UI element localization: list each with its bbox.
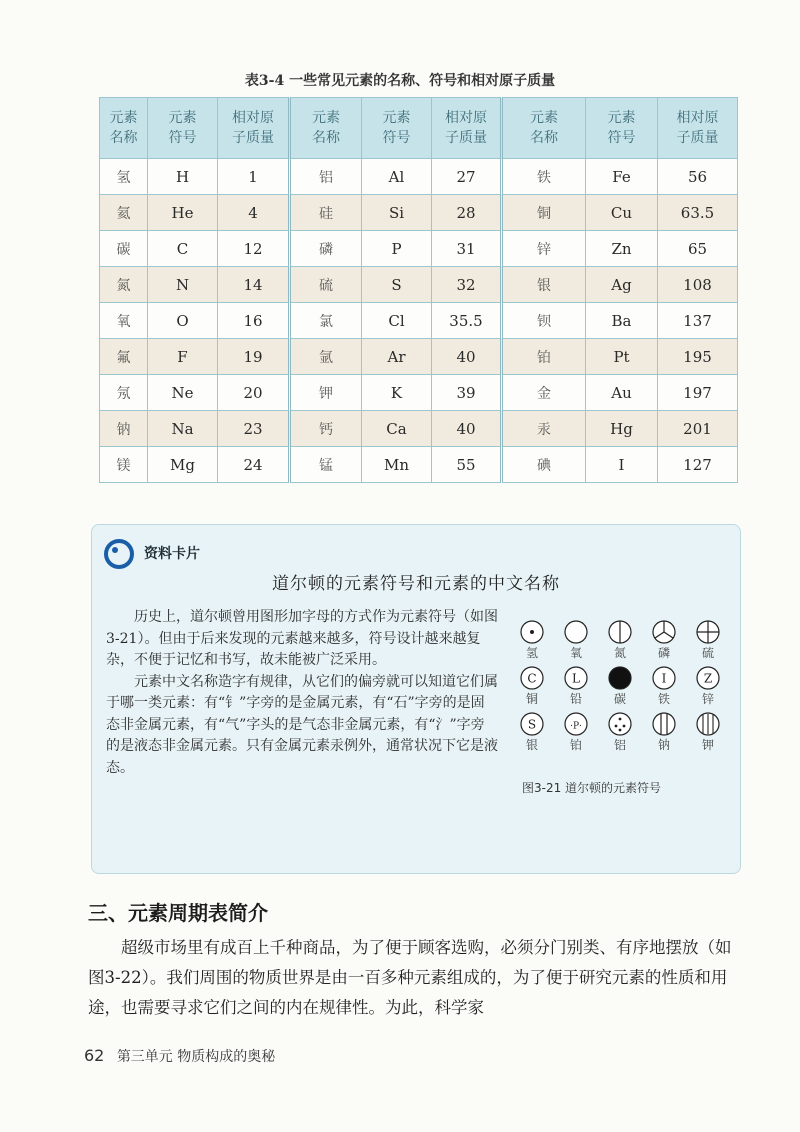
table-cell: 磷: [290, 231, 362, 267]
table-cell: Fe: [586, 159, 658, 195]
dalton-symbol: [688, 711, 728, 752]
dalton-symbol-icon: [519, 711, 545, 737]
table-cell: Ag: [586, 267, 658, 303]
table-cell: 铜: [502, 195, 586, 231]
table-cell: I: [586, 447, 658, 483]
table-cell: 19: [218, 339, 290, 375]
table-cell: 28: [432, 195, 502, 231]
dalton-symbol-icon: [695, 711, 721, 737]
table-cell: 40: [432, 411, 502, 447]
dalton-symbol-label: 铜: [525, 692, 538, 706]
dalton-symbol-icon: [651, 665, 677, 691]
dalton-symbol-icon: [519, 619, 545, 645]
table-cell: 4: [218, 195, 290, 231]
dalton-symbol: [512, 619, 552, 660]
table-cell: O: [148, 303, 218, 339]
table-cell: 201: [658, 411, 738, 447]
table-cell: N: [148, 267, 218, 303]
table-row: [100, 303, 738, 339]
table-cell: Hg: [586, 411, 658, 447]
table-cell: 钠: [100, 411, 148, 447]
section-body: [88, 933, 740, 1023]
table-cell: 氧: [100, 303, 148, 339]
table-cell: Ba: [586, 303, 658, 339]
dalton-symbol-letter: C: [527, 671, 537, 686]
table-cell: 铝: [290, 159, 362, 195]
dalton-symbol: [512, 711, 552, 752]
table-cell: 银: [502, 267, 586, 303]
table-cell: H: [148, 159, 218, 195]
table-header-cell: 相对原 子质量: [658, 98, 738, 159]
dalton-symbol-label: 铅: [569, 692, 582, 706]
dalton-symbol-label: 钾: [701, 738, 714, 752]
table-row: [100, 231, 738, 267]
table-cell: 56: [658, 159, 738, 195]
table-cell: 39: [432, 375, 502, 411]
table-cell: 27: [432, 159, 502, 195]
dalton-symbol-icon: [651, 619, 677, 645]
info-card-title: 道尔顿的元素符号和元素的中文名称: [272, 574, 560, 594]
table-cell: Pt: [586, 339, 658, 375]
table-cell: 汞: [502, 411, 586, 447]
info-card-text: [106, 607, 498, 779]
info-card-paragraph-1: 历史上，道尔顿曾用图形加字母的方式作为元素符号（如图3-21）。但由于后来发现的元素越来越多，符号设计越来越复杂，不便于记忆和书写，故未能被广泛采用。: [106, 609, 498, 668]
table-cell: 铂: [502, 339, 586, 375]
table-cell: K: [362, 375, 432, 411]
table-cell: 氢: [100, 159, 148, 195]
dalton-symbol: [556, 711, 596, 752]
table-row: [100, 159, 738, 195]
table-header-cell: 元素 名称: [502, 98, 586, 159]
dalton-symbol-label: 氧: [569, 646, 582, 660]
dalton-symbol-label: 磷: [657, 646, 670, 660]
dalton-symbol-icon: [607, 665, 633, 691]
info-card: [91, 524, 741, 874]
table-row: [100, 375, 738, 411]
dalton-symbol-icon: [651, 711, 677, 737]
table-row: [100, 267, 738, 303]
table-cell: 硅: [290, 195, 362, 231]
table-cell: 137: [658, 303, 738, 339]
table-header-cell: 元素 符号: [362, 98, 432, 159]
element-table: [99, 97, 738, 483]
table-row: [100, 411, 738, 447]
table-cell: P: [362, 231, 432, 267]
table-cell: 氦: [100, 195, 148, 231]
dalton-symbol-label: 铁: [657, 692, 670, 706]
table-cell: 氮: [100, 267, 148, 303]
dalton-symbol-icon: [563, 619, 589, 645]
info-card-logo-icon: [104, 539, 134, 569]
table-cell: Mn: [362, 447, 432, 483]
table-cell: Ne: [148, 375, 218, 411]
dalton-symbol-letter: I: [661, 671, 667, 686]
table-cell: Ar: [362, 339, 432, 375]
table-cell: 20: [218, 375, 290, 411]
table-cell: F: [148, 339, 218, 375]
table-cell: Zn: [586, 231, 658, 267]
table-cell: 钙: [290, 411, 362, 447]
table-cell: 碘: [502, 447, 586, 483]
table-cell: 1: [218, 159, 290, 195]
info-card-paragraph-2: 元素中文名称造字有规律，从它们的偏旁就可以知道它们属于哪一类元素：有“钅”字旁的是金属元素，有“石”字旁的是固态非金属元素，有“气”字头的是气态非金属元素，有“氵”字旁的是液态非金属元素。只有金属元素汞例外，通常状况下它是液态。: [106, 673, 498, 776]
dalton-symbol: [556, 665, 596, 706]
dalton-symbol: [644, 665, 684, 706]
dalton-symbol: [600, 619, 640, 660]
table-cell: 氟: [100, 339, 148, 375]
table-cell: 24: [218, 447, 290, 483]
table-header-cell: 相对原 子质量: [432, 98, 502, 159]
table-caption: 表3-4 一些常见元素的名称、符号和相对原子质量: [244, 73, 556, 89]
dalton-symbol: [600, 711, 640, 752]
dalton-symbol: [644, 619, 684, 660]
dalton-symbol-label: 氮: [613, 646, 626, 660]
table-cell: 127: [658, 447, 738, 483]
table-cell: S: [362, 267, 432, 303]
dalton-symbol: [688, 665, 728, 706]
table-cell: 钡: [502, 303, 586, 339]
dalton-symbol: [644, 711, 684, 752]
table-cell: 108: [658, 267, 738, 303]
table-cell: 氩: [290, 339, 362, 375]
table-cell: 锌: [502, 231, 586, 267]
table-cell: Mg: [148, 447, 218, 483]
dalton-symbol-label: 氢: [525, 646, 538, 660]
dalton-symbol: [600, 665, 640, 706]
dalton-symbol: [556, 619, 596, 660]
table-cell: 63.5: [658, 195, 738, 231]
table-cell: 锰: [290, 447, 362, 483]
dalton-symbol-letter: S: [527, 717, 537, 732]
table-header-cell: 元素 名称: [100, 98, 148, 159]
table-cell: Au: [586, 375, 658, 411]
dalton-symbol-letter: L: [572, 671, 580, 686]
table-cell: 14: [218, 267, 290, 303]
table-cell: 金: [502, 375, 586, 411]
dalton-symbol-icon: [519, 665, 545, 691]
dalton-symbol-label: 碳: [613, 692, 626, 706]
table-row: [100, 195, 738, 231]
table-cell: Al: [362, 159, 432, 195]
dalton-symbol: [688, 619, 728, 660]
dalton-symbol-label: 铂: [569, 738, 582, 752]
table-header-cell: 元素 名称: [290, 98, 362, 159]
dalton-symbol-label: 硫: [701, 646, 714, 660]
table-cell: 16: [218, 303, 290, 339]
dalton-symbol-icon: [695, 619, 721, 645]
table-cell: Na: [148, 411, 218, 447]
dalton-symbol-icon: [607, 619, 633, 645]
table-cell: 镁: [100, 447, 148, 483]
table-row: [100, 447, 738, 483]
table-cell: 197: [658, 375, 738, 411]
dalton-symbol: [512, 665, 552, 706]
table-cell: 硫: [290, 267, 362, 303]
figure-caption: 图3-21 道尔顿的元素符号: [522, 781, 662, 795]
table-cell: 55: [432, 447, 502, 483]
page-footer: [84, 1046, 275, 1066]
table-cell: 氯: [290, 303, 362, 339]
table-cell: 钾: [290, 375, 362, 411]
dalton-symbol-icon: [563, 711, 589, 737]
table-body: [100, 159, 738, 483]
unit-title: 第三单元 物质构成的奥秘: [116, 1049, 276, 1065]
table-cell: Cl: [362, 303, 432, 339]
dalton-symbol-label: 钠: [657, 738, 670, 752]
table-cell: 35.5: [432, 303, 502, 339]
table-cell: 12: [218, 231, 290, 267]
dalton-symbol-icon: [695, 665, 721, 691]
page-number: 62: [84, 1046, 105, 1065]
dalton-symbol-label: 铝: [613, 738, 626, 752]
table-cell: 23: [218, 411, 290, 447]
dalton-symbol-icon: [563, 665, 589, 691]
dalton-symbol-letter: ·P·: [570, 721, 582, 732]
dalton-symbol-label: 锌: [701, 692, 714, 706]
table-cell: 32: [432, 267, 502, 303]
table-cell: 铁: [502, 159, 586, 195]
section-paragraph: 超级市场里有成百上千种商品，为了便于顾客选购，必须分门别类、有序地摆放（如图3-22）。我们周围的物质世界是由一百多种元素组成的，为了便于研究元素的性质和用途，也需要寻求它们之间的内在规律性。为此，科学家: [88, 938, 732, 1017]
table-cell: C: [148, 231, 218, 267]
dalton-symbol-letter: Z: [703, 671, 713, 686]
table-cell: 氖: [100, 375, 148, 411]
table-cell: 65: [658, 231, 738, 267]
table-cell: 40: [432, 339, 502, 375]
table-cell: Si: [362, 195, 432, 231]
table-cell: Ca: [362, 411, 432, 447]
table-cell: Cu: [586, 195, 658, 231]
dalton-symbol-icon: [607, 711, 633, 737]
table-row: [100, 339, 738, 375]
section-title: 三、元素周期表简介: [88, 901, 268, 925]
table-cell: 195: [658, 339, 738, 375]
table-cell: He: [148, 195, 218, 231]
table-cell: 31: [432, 231, 502, 267]
table-header-cell: 元素 符号: [586, 98, 658, 159]
table-cell: 碳: [100, 231, 148, 267]
dalton-symbol-label: 银: [525, 738, 538, 752]
table-header-cell: 相对原 子质量: [218, 98, 290, 159]
table-header-cell: 元素 符号: [148, 98, 218, 159]
info-card-tag: 资料卡片: [144, 546, 200, 562]
table-header-row: [100, 98, 738, 159]
dalton-symbols-figure: [512, 619, 732, 769]
